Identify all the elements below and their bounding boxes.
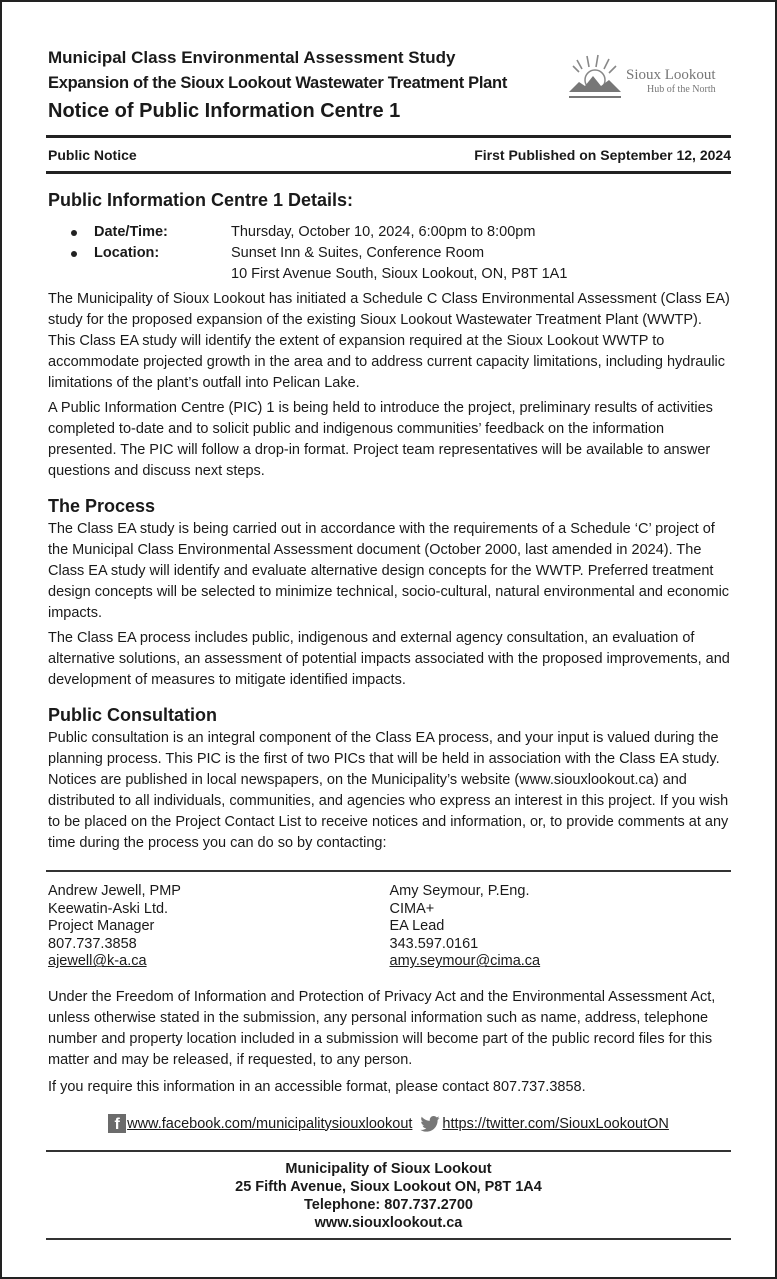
detail-location (48, 243, 567, 285)
footer-municipality: Municipality of Sioux Lookout (285, 1161, 492, 1177)
consultation-paragraph: Public consultation is an integral component of the Class EA process, and your input is valued during the planning process. This PIC is the first of two PICs that will be held in association with the Class EA study. Notices are published in local newspapers, on the Municipality’s website (www.siouxlookout.ca) and distributed to all individuals, communities, and agencies who express an interest in this project. If you wish to be placed on the Project Contact List to receive notices and information, or, to provide comments at any time during the process you can do so by contacting: (48, 730, 729, 851)
facebook-link[interactable]: www.facebook.com/municipalitysiouxlookout (127, 1115, 413, 1132)
contact-organization: CIMA+ (389, 900, 435, 917)
contact-card (390, 883, 732, 971)
contact-phone: 343.597.0161 (389, 935, 479, 952)
twitter-icon[interactable] (420, 1116, 440, 1132)
footer-top-rule (46, 1150, 731, 1152)
sioux-lookout-logo (565, 52, 735, 100)
intro-paragraph-2: A Public Information Centre (PIC) 1 is being held to introduce the project, preliminary results of activities completed to-date and to solicit public and indigenous communities’ feedback on the information presented. The PIC will follow a drop-in format. Project team representatives will be available to answer questions and discuss next steps. (48, 400, 713, 479)
notice-bar (48, 147, 731, 163)
facebook-icon[interactable]: f (108, 1114, 126, 1133)
detail-value (231, 243, 567, 285)
pic-details-heading: Public Information Centre 1 Details: (48, 190, 354, 210)
privacy-paragraph: Under the Freedom of Information and Protection of Privacy Act and the Environmental Assessment Act, unless otherwise stated in the submission, any personal information such as name, address, telephone number and property location included in a submission will become part of the public record files for this matter and may be released, if requested, to any person. (48, 989, 716, 1068)
contact-name: Andrew Jewell, PMP (48, 883, 181, 899)
detail-label: Date/Time: (94, 224, 168, 240)
top-rule (46, 135, 731, 138)
contact-email-link[interactable]: ajewell@k-a.ca (48, 953, 147, 970)
detail-label: Location: (94, 245, 160, 261)
footer-address-line: 25 Fifth Avenue, Sioux Lookout ON, P8T 1A4 (235, 1179, 542, 1195)
contact-role: Project Manager (48, 918, 155, 935)
contacts-block (48, 883, 731, 971)
notice-title: Notice of Public Information Centre 1 (48, 100, 401, 122)
footer-website: www.siouxlookout.ca (314, 1215, 463, 1231)
twitter-link[interactable]: https://twitter.com/SiouxLookoutON (442, 1115, 669, 1132)
contacts-rule (46, 870, 731, 872)
bullet (48, 243, 94, 285)
contact-organization: Keewatin-Aski Ltd. (48, 900, 169, 917)
contact-card (48, 883, 390, 971)
footer-bottom-rule (46, 1238, 731, 1240)
contact-name: Amy Seymour, P.Eng. (389, 883, 530, 899)
accessibility-paragraph: If you require this information in an accessible format, please contact 807.737.3858. (48, 1079, 586, 1095)
location-address: 10 First Avenue South, Sioux Lookout, ON, P8T 1A1 (231, 266, 568, 282)
publish-date: First Published on September 12, 2024 (474, 147, 731, 163)
footer-address (46, 1160, 731, 1232)
project-title: Expansion of the Sioux Lookout Wastewater Treatment Plant (48, 74, 508, 92)
logo-tagline: Hub of the North (647, 84, 716, 95)
study-title: Municipal Class Environmental Assessment Study (48, 48, 456, 67)
process-heading: The Process (48, 496, 156, 516)
contact-phone: 807.737.3858 (48, 935, 137, 952)
process-paragraph-1: The Class EA study is being carried out in accordance with the requirements of a Schedule ‘C’ project of the Municipal Class Environmental Assessment document (October 2000, last amended in 2024). The Class EA study will identify and evaluate alternative design concepts for the WWTP. Preferred treatment design concepts will be selected to minimize technical, socio-cultural, natural environmental and economic impacts. (48, 521, 730, 621)
consultation-heading: Public Consultation (48, 705, 217, 725)
detail-value: Thursday, October 10, 2024, 6:00pm to 8:00pm (231, 224, 536, 240)
footer-telephone: Telephone: 807.737.2700 (304, 1197, 473, 1213)
contact-email-link[interactable]: amy.seymour@cima.ca (389, 953, 541, 970)
detail-datetime (48, 222, 567, 243)
contact-role: EA Lead (389, 918, 445, 935)
intro-paragraph-1: The Municipality of Sioux Lookout has initiated a Schedule C Class Environmental Assessment (Class EA) study for the proposed expansion of the existing Sioux Lookout Wastewater Treatment Plant (WWTP). This Class EA study will identify the extent of expansion required at the Sioux Lookout WWTP to accommodate projected growth in the area and to address current capacity limitations, including hydraulic limitations of the plant’s outfall into Pelican Lake. (48, 291, 730, 391)
process-paragraph-2: The Class EA process includes public, indigenous and external agency consultation, an evaluation of alternative solutions, an assessment of potential impacts associated with the proposed improvements, and development of measures to mitigate identified impacts. (48, 630, 730, 688)
pic-details-list (48, 222, 567, 285)
location-venue: Sunset Inn & Suites, Conference Room (231, 245, 485, 261)
notice-bar-rule (46, 171, 731, 174)
public-notice-label: Public Notice (48, 147, 137, 163)
bullet (48, 222, 94, 243)
social-links (46, 1114, 731, 1133)
logo-wordmark: Sioux Lookout (626, 67, 716, 83)
